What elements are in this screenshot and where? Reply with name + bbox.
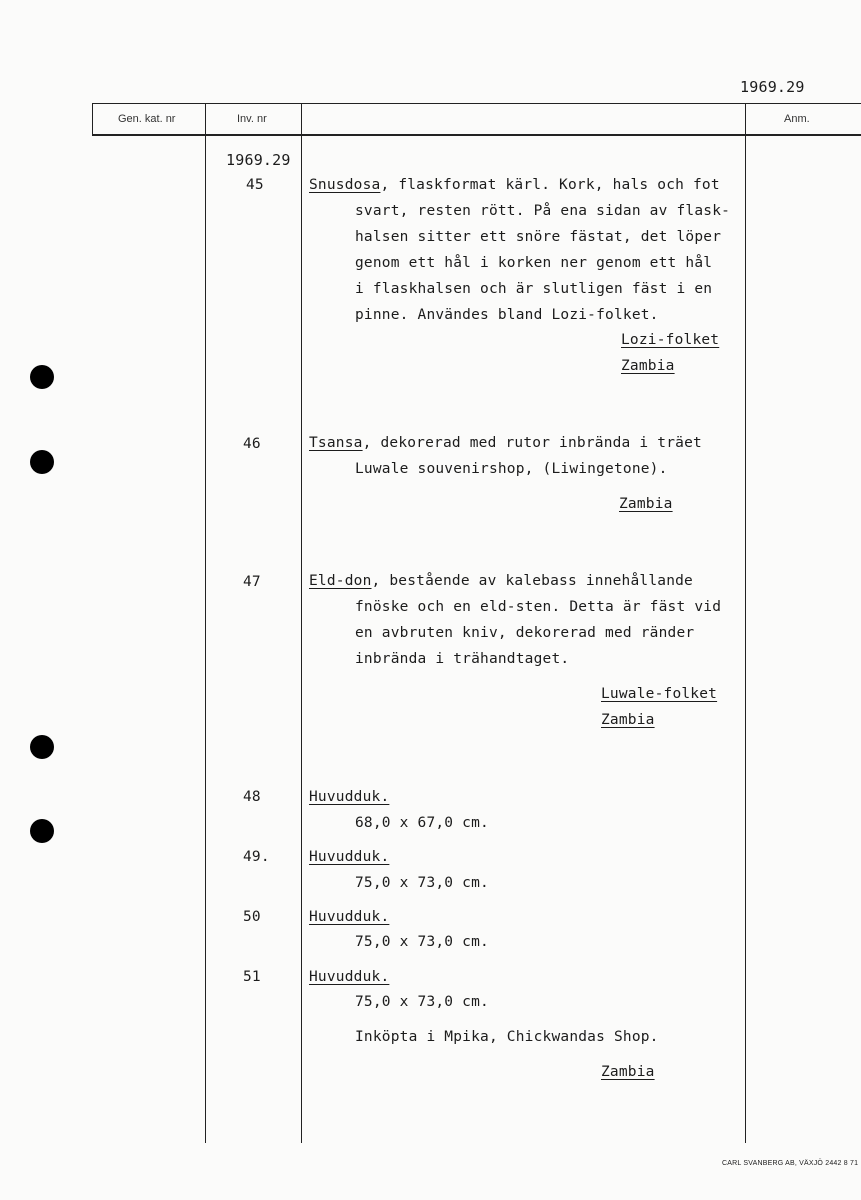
entry-text-line: Snusdosa, flaskformat kärl. Kork, hals och fot (309, 177, 720, 193)
inv-number: 48 (243, 789, 261, 805)
entry-text-line: genom ett hål i korken ner genom ett hål (355, 255, 713, 271)
column-header-inv-nr: Inv. nr (237, 113, 267, 125)
column-header-anm: Anm. (784, 113, 810, 125)
column-divider (745, 103, 746, 1143)
column-divider (301, 103, 302, 1143)
entry-text-line: i flaskhalsen och är slutligen fäst i en (355, 281, 713, 297)
punch-hole (30, 450, 54, 474)
entry-text-line: en avbruten kniv, dekorerad med ränder (355, 625, 695, 641)
printer-mark: CARL SVANBERG AB, VÄXJÖ 2442 8 71 (722, 1160, 859, 1167)
entry-title: Huvudduk. (309, 789, 390, 805)
country-label: Zambia (621, 358, 675, 374)
page-reference: 1969.29 (740, 78, 805, 96)
entry-text-line: Tsansa, dekorerad med rutor inbrända i träet (309, 435, 702, 451)
inv-number: 46 (243, 436, 261, 452)
entry-title: Huvudduk. (309, 969, 390, 985)
series-heading: 1969.29 (226, 151, 291, 169)
entry-size: 75,0 x 73,0 cm. (355, 934, 489, 950)
punch-hole (30, 819, 54, 843)
column-divider (205, 103, 206, 1143)
entry-size: 75,0 x 73,0 cm. (355, 875, 489, 891)
purchase-note: Inköpta i Mpika, Chickwandas Shop. (355, 1029, 659, 1045)
column-header-gen-kat-nr: Gen. kat. nr (118, 113, 176, 125)
inv-number: 49. (243, 849, 270, 865)
country-label: Zambia (601, 1064, 655, 1080)
entry-title: Eld-don (309, 573, 372, 589)
punch-hole (30, 735, 54, 759)
entry-text-line: inbrända i trähandtaget. (355, 651, 570, 667)
inv-number: 51 (243, 969, 261, 985)
entry-text-line: svart, resten rött. På ena sidan av flask- (355, 203, 731, 219)
entry-text-line: fnöske och en eld-sten. Detta är fäst vid (355, 599, 722, 615)
entry-title: Snusdosa (309, 177, 381, 193)
inv-number: 50 (243, 909, 261, 925)
entry-text-line: halsen sitter ett snöre fästat, det löper (355, 229, 722, 245)
country-label: Zambia (601, 712, 655, 728)
inv-number: 47 (243, 574, 261, 590)
people-label: Luwale-folket (601, 686, 718, 702)
entry-title: Tsansa (309, 435, 363, 451)
entry-text-line: Eld-don, bestående av kalebass innehållande (309, 573, 693, 589)
entry-text-line: Luwale souvenirshop, (Liwingetone). (355, 461, 668, 477)
country-label: Zambia (619, 496, 673, 512)
column-divider (92, 103, 93, 135)
entry-size: 75,0 x 73,0 cm. (355, 994, 489, 1010)
inv-number: 45 (246, 177, 264, 193)
entry-title: Huvudduk. (309, 849, 390, 865)
entry-text-line: pinne. Användes bland Lozi-folket. (355, 307, 659, 323)
people-label: Lozi-folket (621, 332, 720, 348)
entry-size: 68,0 x 67,0 cm. (355, 815, 489, 831)
entry-title: Huvudduk. (309, 909, 390, 925)
punch-hole (30, 365, 54, 389)
